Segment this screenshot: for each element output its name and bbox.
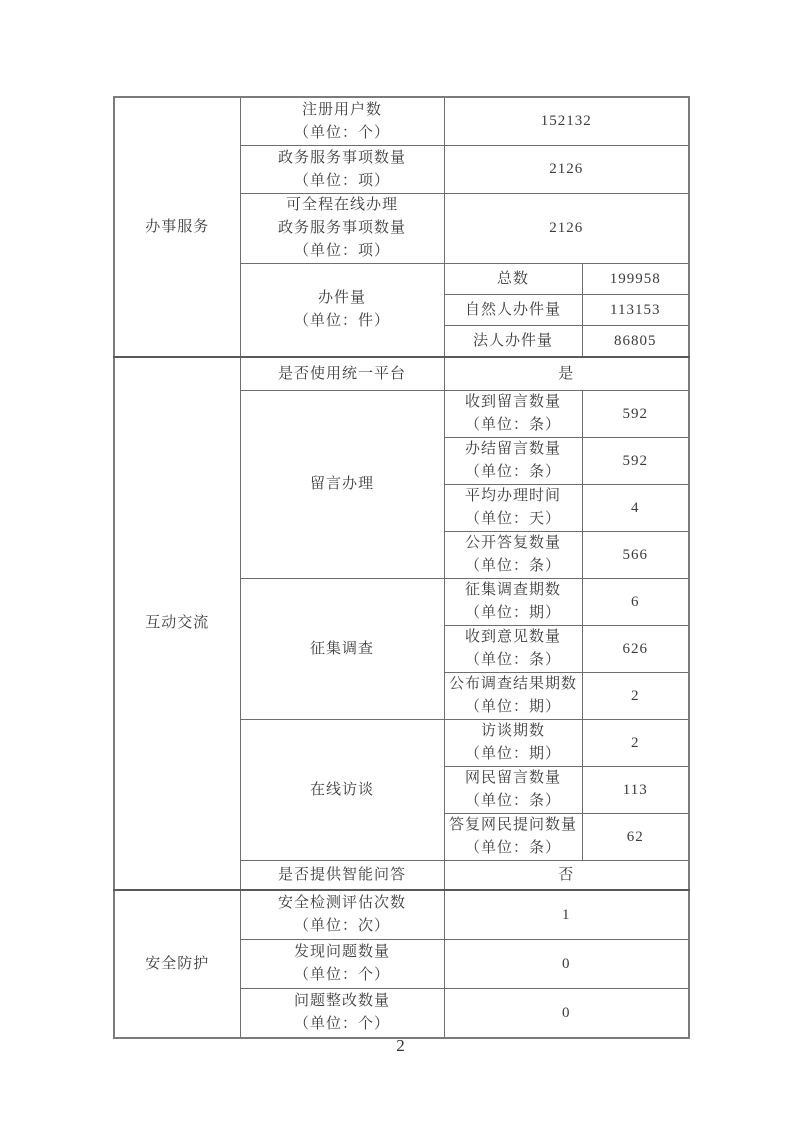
metric-label: 在线访谈	[240, 720, 444, 861]
sub-metric-value: 2	[582, 720, 689, 767]
report-table	[113, 96, 690, 1039]
metric-value: 否	[444, 861, 689, 891]
group-cell-services	[114, 97, 240, 357]
sub-metric-value: 113153	[582, 295, 689, 326]
metric-label: 可全程在线办理 政务服务事项数量 （单位：项）	[240, 194, 444, 264]
sub-metric-label: 法人办件量	[444, 326, 582, 358]
sub-metric-label: 收到留言数量 （单位：条）	[444, 391, 582, 438]
metric-value: 2126	[444, 194, 689, 264]
sub-metric-value: 592	[582, 391, 689, 438]
sub-metric-label: 访谈期数 （单位：期）	[444, 720, 582, 767]
page-number: 2	[396, 1036, 405, 1055]
sub-metric-label: 征集调查期数 （单位：期）	[444, 579, 582, 626]
metric-value: 0	[444, 940, 689, 989]
group-label: 互动交流	[145, 615, 210, 631]
metric-label: 征集调查	[240, 579, 444, 720]
metric-value: 152132	[444, 97, 689, 146]
metric-label: 注册用户数 （单位：个）	[240, 97, 444, 146]
sub-metric-label: 答复网民提问数量 （单位：条）	[444, 814, 582, 861]
sub-metric-value: 62	[582, 814, 689, 861]
metric-label: 是否使用统一平台	[240, 357, 444, 391]
metric-value: 0	[444, 989, 689, 1039]
sub-metric-value: 566	[582, 532, 689, 579]
sub-metric-value: 2	[582, 673, 689, 720]
sub-metric-value: 199958	[582, 264, 689, 295]
metric-label: 安全检测评估次数 （单位：次）	[240, 890, 444, 940]
sub-metric-value: 86805	[582, 326, 689, 358]
sub-metric-label: 网民留言数量 （单位：条）	[444, 767, 582, 814]
metric-value: 1	[444, 890, 689, 940]
sub-metric-label: 自然人办件量	[444, 295, 582, 326]
sub-metric-label: 收到意见数量 （单位：条）	[444, 626, 582, 673]
metric-label: 留言办理	[240, 391, 444, 579]
sub-metric-value: 4	[582, 485, 689, 532]
sub-metric-value: 6	[582, 579, 689, 626]
metric-value: 是	[444, 357, 689, 391]
sub-metric-label: 总数	[444, 264, 582, 295]
sub-metric-label: 平均办理时间 （单位：天）	[444, 485, 582, 532]
sub-metric-value: 113	[582, 767, 689, 814]
sub-metric-label: 办结留言数量 （单位：条）	[444, 438, 582, 485]
sub-metric-value: 626	[582, 626, 689, 673]
group-cell-security	[114, 890, 240, 1038]
group-label: 办事服务	[145, 218, 210, 235]
sub-metric-label: 公布调查结果期数 （单位：期）	[444, 673, 582, 720]
metric-label: 是否提供智能问答	[240, 861, 444, 891]
metric-label: 办件量 （单位：件）	[240, 264, 444, 358]
metric-label: 发现问题数量 （单位：个）	[240, 940, 444, 989]
group-cell-interaction	[114, 357, 240, 890]
metric-value: 2126	[444, 146, 689, 194]
metric-label: 政务服务事项数量 （单位：项）	[240, 146, 444, 194]
sub-metric-label: 公开答复数量 （单位：条）	[444, 532, 582, 579]
sub-metric-value: 592	[582, 438, 689, 485]
group-label: 安全防护	[145, 955, 210, 972]
metric-label: 问题整改数量 （单位：个）	[240, 989, 444, 1039]
